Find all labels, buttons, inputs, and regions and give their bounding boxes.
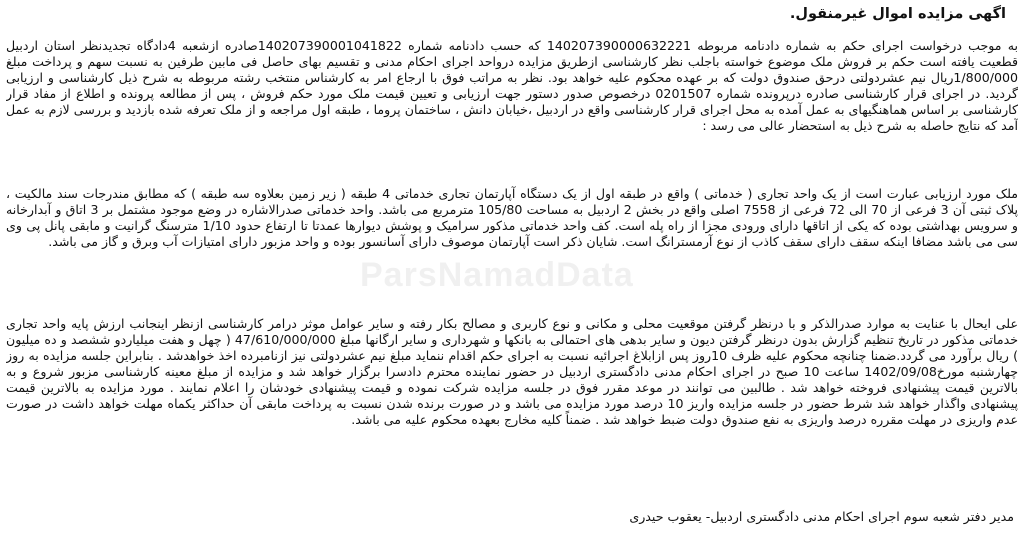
notice-paragraph-2: ملک مورد ارزیابی عبارت است از یک واحد تجاری ( خدماتی ) واقع در طبقه اول از یک دستگاه آپارتمان تجاری خدماتی 4 طبقه ( زیر زمین بعلاوه سه طبقه ) که مطابق مندرجات سند مالکیت ، پلاک ثبتی آن 3 فرعی از 70 الی 72 فرعی از 7558 اصلی واقع در بخش 2 اردبیل به مساحت 105/80 مترمربع می باشد. واحد خدماتی صدرالاشاره در وضع موجود مشتمل بر 3 اتاق و آبدارخانه و سرویس بهداشتی بوده که یکی از اتاقها دارای ورودی مجزا از راه پله است. کف واحد خدماتی مذکور سرامیک و پوشش دیوارها عمدتا تا ارتفاع حدود 1/10 مترسنگ گرانیت و مابقی پانل پی وی سی می باشد مضافا اینکه سقف دارای سقف کاذب از نوع آرمسترانگ است. شایان ذکر است آپارتمان موصوف دارای آسانسور بوده و واحد مزبور دارای امتیازات آب وبرق و گاز می باشد. bbox=[6, 186, 1018, 249]
notice-paragraph-3: علی ایحال با عنایت به موارد صدرالذکر و با درنظر گرفتن موقعیت محلی و مکانی و نوع کاربری و مصالح بکار رفته و سایر عوامل موثر درامر کارشناسی ازنظر اینجانب ارزش پایه واحد تجاری خدماتی مذکور در تاریخ تنظیم گزارش بدون درنظر گرفتن دیون و سایر بدهی های احتمالی به بانکها و شهرداری و سایر ارگانها مبلغ 47/610/000/000 ( چهل و هفت میلیاردو ششصد و ده میلیون ) ریال برآورد می گردد.ضمنا چنانچه محکوم علیه ظرف 10روز پس ازابلاغ اجرائیه نسبت به اجرای حکم اقدام ننماید مبلغ نیم عشردولتی نیز ازنامبرده اخذ خواهدشد . بنابراین جلسه مزایده به روز چهارشنبه مورخ1402/09/08 ساعت 10 صبح در اجرای احکام مدنی دادگستری اردبیل در حضور نماینده محترم دادسرا برگزار خواهد شد و مزایده از مبلغ معینه کارشناسی مزبور شروع و به بالاترین قیمت پیشنهادی فروخته خواهد شد . طالبین می توانند در موعد مقرر فوق در جلسه مزایده شرکت نموده و قیمت پیشنهادی خودشان را اعلام نمایند . مورد مزایده به بالاترین قیمت پیشنهادی واگذار خواهد شد شرط حضور در جلسه مزایده واریز 10 درصد مورد مزایده می باشد و در صورت برنده شدن نسبت به پرداخت مابقی آن حداکثر یکماه مهلت خواهد داشت در صورت عدم واریزی در مهلت مقرره درصد واریزی به نفع صندوق دولت ضبط خواهد شد . ضمناً کلیه مخارج بعهده محکوم علیه می باشد. bbox=[6, 316, 1018, 427]
notice-title: اگهی مزایده اموال غیرمنقول. bbox=[789, 6, 1006, 22]
signature-line: مدیر دفتر شعبه سوم اجرای احکام مدنی دادگستری اردبیل- یعقوب حیدری bbox=[629, 509, 1014, 524]
notice-paragraph-1: به موجب درخواست اجرای حکم به شماره دادنامه مربوطه 140207390000632221 که حسب دادنامه شماره 140207390001041822صادره ازشعبه 4دادگاه تجدیدنظر استان اردبیل قطعیت یافته است حکم بر فروش ملک موضوع خواسته باجلب نظر کارشناسی ازطریق مزایده درواحد اجرای احکام مدنی و تقسیم بهای حاصل فی مابین طرفین به نسبت سهم و پرداخت مبلغ 1/800/000ریال نیم عشردولتی درحق صندوق دولت که بر عهده محکوم علیه خواهد بود. نظر به مراتب فوق با ارجاع امر به کارشناس منتخب رشته مربوطه به شرح ذیل کارشناسی و ارزیابی گردید. در اجرای قرار کارشناسی صادره درپرونده شماره 0201507 درخصوص صدور دستور جهت ارزیابی و تعیین قیمت ملک مورد حکم فروش ، پس از مطالعه پرونده و اطلاع از مفاد قرار کارشناسی بر اساس هماهنگیهای به عمل آمده به محل اجرای قرار کارشناسی واقع در اردبیل ،خیابان دانش ، ساختمان پروما ، طبقه اول مراجعه و از ملک تعرفه شده بازدید و بررسی لازم به عمل آمد که نتایج حاصله به شرح ذیل به استحضار عالی می رسد : bbox=[6, 38, 1018, 133]
watermark-text: ParsNamadData bbox=[360, 256, 634, 294]
